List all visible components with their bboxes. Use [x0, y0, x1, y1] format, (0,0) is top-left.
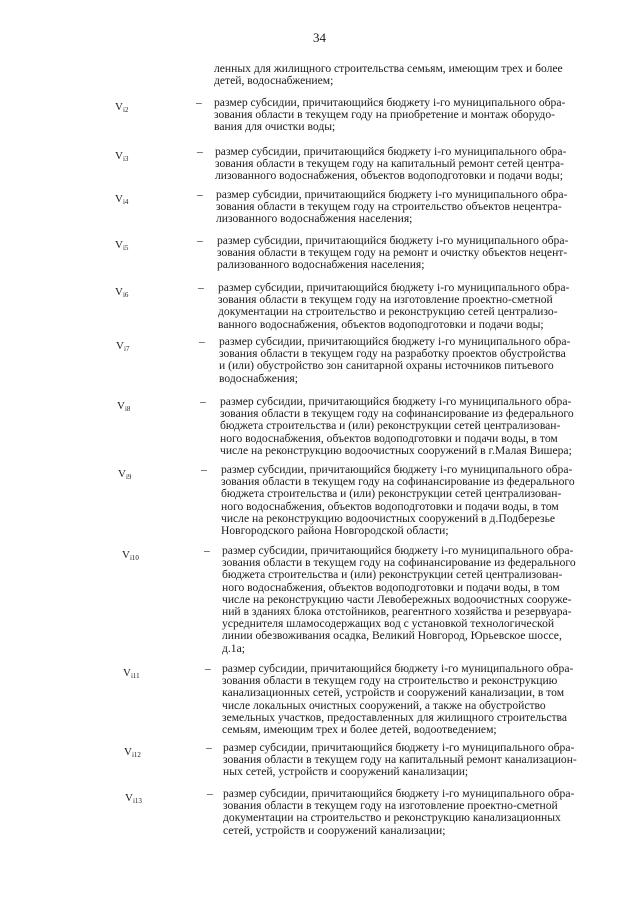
definition-line: ных сетей, устройств и сооружений канализации;: [223, 765, 469, 779]
dash-separator: –: [206, 741, 212, 754]
definition-text: [220, 396, 614, 457]
dash-separator: –: [199, 335, 205, 348]
definition-line: д.1а;: [222, 641, 245, 655]
definition-line: размер субсидии, причитающийся бюджету i-го муниципального обра-: [218, 281, 570, 294]
definition-line: размер субсидии, причитающийся бюджету i-го муниципального обра-: [222, 662, 574, 675]
dash-separator: –: [200, 395, 206, 408]
variable-symbol: [118, 468, 131, 483]
variable-base: V: [115, 239, 123, 251]
dash-separator: –: [197, 234, 203, 247]
definition-text: [222, 545, 616, 655]
definition-line: размер субсидии, причитающийся бюджету i-го муниципального обра-: [223, 741, 575, 754]
definition-line: размер субсидии, причитающийся бюджету i-го муниципального обра-: [220, 395, 572, 408]
definition-text: [218, 282, 612, 331]
variable-base: V: [117, 400, 125, 412]
definition-line: числе на реконструкцию водоочистных сооружений в д.Подберезье: [221, 511, 556, 525]
definition-line: зования области в текущем году на изготовление проектно-сметной: [218, 293, 553, 307]
definition-line: зования области в текущем году на ремонт и очистку объектов нецент-: [217, 246, 568, 260]
definition-line: бюджета строительства и (или) реконструкции сетей централизован-: [222, 568, 563, 582]
definition-line: ного водоснабжения, объектов водоподготовки и подачи воды, в том: [220, 431, 558, 445]
definition-line: вания для очистки воды;: [214, 120, 336, 134]
definition-line: ний в зданиях блока отстойников, реагентного хозяйства и резервуара-: [222, 605, 572, 619]
definition-line: земельных участков, предоставленных для жилищного строительства: [222, 710, 568, 724]
variable-subscript: i4: [122, 198, 129, 206]
definition-line: зования области в текущем году на софинансирование из федерального: [220, 407, 574, 421]
variable-symbol: [122, 549, 139, 564]
definition-line: усреднителя шламосодержащих вод с установкой технологической: [222, 617, 555, 631]
variable-subscript: i6: [122, 291, 129, 299]
definition-text: [214, 97, 608, 134]
variable-base: V: [122, 549, 130, 561]
definition-line: зования области в текущем году на софинансирование из федерального: [221, 475, 575, 489]
page-number: 34: [313, 30, 326, 45]
definition-line: ного водоснабжения, объектов водоподготовки и подачи воды, в том: [221, 499, 559, 513]
definition-line: семьям, имеющим трех и более детей, водоотведением;: [222, 723, 497, 737]
variable-base: V: [115, 150, 123, 162]
definition-line: зования области в текущем году на приобретение и монтаж оборудо-: [214, 108, 555, 122]
definition-text: [222, 663, 616, 736]
definition-line: зования области в текущем году на капитальный ремонт канализацион-: [223, 753, 577, 767]
variable-subscript: i7: [123, 345, 130, 353]
variable-symbol: [115, 101, 128, 116]
variable-subscript: i2: [122, 106, 129, 114]
definition-line: лизованного водоснабжения, объектов водоподготовки и подачи воды;: [215, 169, 563, 183]
variable-symbol: [125, 792, 142, 807]
definition-line: рализованного водоснабжения населения;: [217, 258, 425, 272]
definition-line: Новгородского района Новгородской области;: [221, 524, 449, 538]
dash-separator: –: [197, 188, 203, 201]
definition-line: размер субсидии, причитающийся бюджету i-го муниципального обра-: [215, 145, 567, 158]
variable-symbol: [116, 340, 129, 355]
definition-line: зования области в текущем году на строительство объектов нецентра-: [216, 200, 562, 214]
variable-subscript: i5: [122, 244, 129, 252]
variable-base: V: [123, 667, 131, 679]
definition-line: размер субсидии, причитающийся бюджету i-го муниципального обра-: [219, 335, 571, 348]
intro-line: детей, водоснабжением;: [214, 74, 334, 88]
variable-symbol: [124, 746, 141, 761]
variable-symbol: [115, 286, 128, 301]
definition-line: канализационных сетей, устройств и сооружений канализации, в том: [222, 686, 565, 700]
dash-separator: –: [207, 787, 213, 800]
definition-text: [215, 146, 609, 183]
definition-line: ванного водоснабжения, объектов водоподготовки и подачи воды;: [218, 317, 544, 331]
definition-line: и (или) обустройство зон санитарной охраны источников питьевого: [219, 359, 554, 373]
variable-base: V: [116, 340, 124, 352]
definition-line: зования области в текущем году на разработку проектов обустройства: [219, 347, 566, 361]
definition-line: водоснабжения;: [219, 371, 298, 385]
definition-line: размер субсидии, причитающийся бюджету i-го муниципального обра-: [223, 787, 575, 800]
definition-line: числе на реконструкцию части Левобережных водоочистных сооруже-: [222, 592, 572, 606]
definition-line: размер субсидии, причитающийся бюджету i-го муниципального обра-: [222, 544, 574, 557]
definition-line: зования области в текущем году на капитальный ремонт сетей центра-: [215, 157, 565, 171]
definition-line: зования области в текущем году на строительство и реконструкцию: [222, 674, 558, 688]
definition-line: документации на строительство и реконструкцию канализационных: [223, 811, 561, 825]
definition-text: [219, 336, 613, 385]
variable-subscript: i3: [122, 155, 129, 163]
definition-text: [223, 788, 617, 837]
definition-line: бюджета строительства и (или) реконструкции сетей централизован-: [220, 419, 561, 433]
variable-symbol: [115, 239, 128, 254]
definition-line: размер субсидии, причитающийся бюджету i-го муниципального обра-: [214, 96, 566, 109]
dash-separator: –: [198, 281, 204, 294]
dash-separator: –: [205, 662, 211, 675]
definition-text: [217, 235, 611, 272]
dash-separator: –: [201, 463, 207, 476]
definition-line: зования области в текущем году на софинансирование из федерального: [222, 556, 576, 570]
variable-base: V: [124, 746, 132, 758]
definition-line: лизованного водоснабжения населения;: [216, 212, 413, 226]
definition-line: размер субсидии, причитающийся бюджету i-го муниципального обра-: [221, 463, 573, 476]
variable-subscript: i10: [129, 554, 139, 562]
definition-line: размер субсидии, причитающийся бюджету i-го муниципального обра-: [216, 188, 568, 201]
variable-base: V: [115, 286, 123, 298]
variable-subscript: i13: [132, 797, 142, 805]
definition-line: бюджета строительства и (или) реконструкции сетей централизован-: [221, 487, 562, 501]
definition-line: размер субсидии, причитающийся бюджету i-го муниципального обра-: [217, 234, 569, 247]
dash-separator: –: [204, 544, 210, 557]
intro-line: ленных для жилищного строительства семьям, имеющим трех и более: [214, 62, 563, 75]
definition-line: зования области в текущем году на изготовление проектно-сметной: [223, 799, 558, 813]
variable-base: V: [115, 193, 123, 205]
definition-line: документации на строительство и реконструкцию сетей централизо-: [218, 305, 558, 319]
variable-subscript: i9: [125, 473, 132, 481]
definition-line: ного водоснабжения, объектов водоподготовки и подачи воды, в том: [222, 580, 560, 594]
variable-base: V: [115, 101, 123, 113]
variable-symbol: [123, 667, 140, 682]
definition-text: [223, 742, 617, 779]
variable-symbol: [115, 193, 128, 208]
variable-subscript: i11: [130, 672, 140, 680]
variable-subscript: i12: [131, 751, 141, 759]
definition-text: [221, 464, 615, 537]
variable-base: V: [125, 792, 133, 804]
definition-line: числе на реконструкцию водоочистных сооружений в г.Малая Вишера;: [220, 443, 572, 457]
definition-line: сетей, устройств и сооружений канализации;: [223, 823, 446, 837]
definition-line: линии обезвоживания осадка, Великий Новгород, Юрьевское шоссе,: [222, 629, 562, 643]
variable-symbol: [115, 150, 128, 165]
dash-separator: –: [196, 96, 202, 109]
variable-base: V: [118, 468, 126, 480]
definition-text: [216, 189, 610, 226]
variable-symbol: [117, 400, 130, 415]
variable-subscript: i8: [124, 405, 131, 413]
dash-separator: –: [197, 145, 203, 158]
definition-line: числе локальных очистных сооружений, а также на обустройство: [222, 698, 546, 712]
